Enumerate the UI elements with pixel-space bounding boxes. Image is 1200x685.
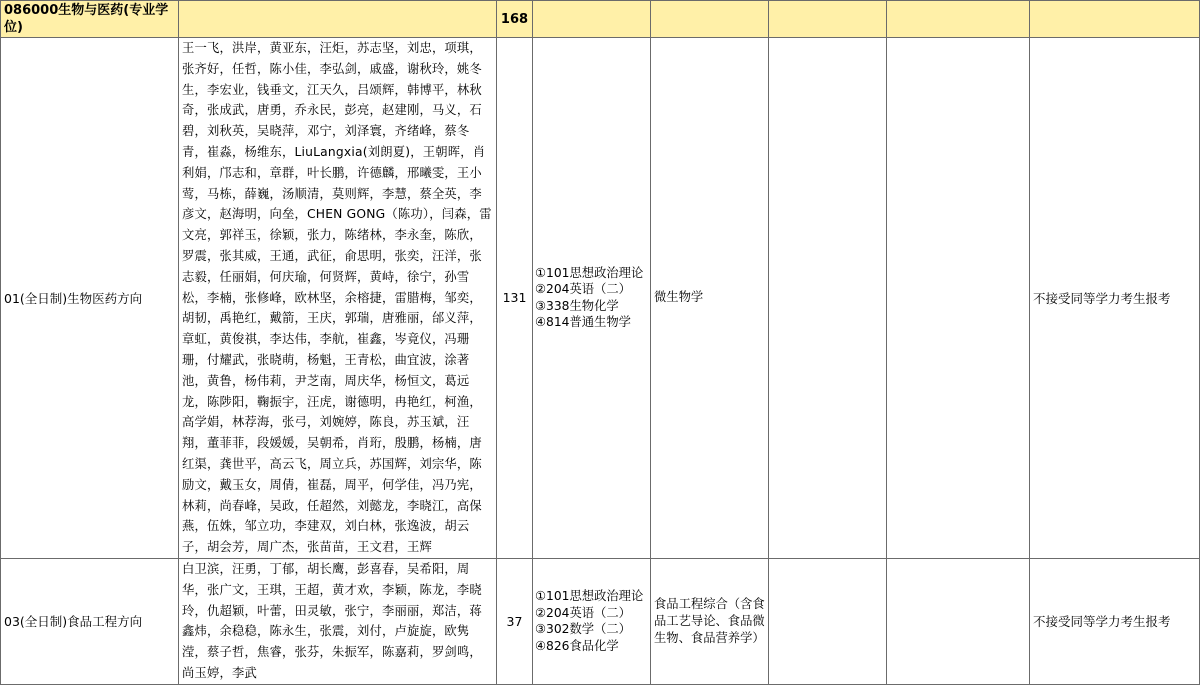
header-empty-cell — [533, 1, 651, 38]
retest-subject-cell: 食品工程综合（含食品工艺导论、食品微生物、食品营养学） — [651, 558, 769, 684]
table-row — [1, 558, 1200, 684]
exam-subject: ③338生物化学 — [535, 298, 619, 313]
remark-cell: 不接受同等学力考生报考 — [1030, 558, 1200, 684]
header-empty-cell — [887, 1, 1030, 38]
exam-subject: ②204英语（二） — [535, 282, 631, 297]
retest-subject-cell: 微生物学 — [651, 38, 769, 559]
blank-cell — [887, 558, 1030, 684]
exam-subject: ①101思想政治理论 — [535, 589, 644, 604]
major-header-row — [1, 1, 1200, 38]
direction-cell: 03(全日制)食品工程方向 — [1, 558, 179, 684]
major-name: 086000生物与医药(专业学位) — [1, 1, 179, 38]
exam-subject: ④826食品化学 — [535, 638, 619, 653]
direction-cell: 01(全日制)生物医药方向 — [1, 38, 179, 559]
exam-subject: ①101思想政治理论 — [535, 265, 644, 280]
remark-cell: 不接受同等学力考生报考 — [1030, 38, 1200, 559]
quota-cell: 37 — [497, 558, 533, 684]
exam-subject: ③302数学（二） — [535, 622, 631, 637]
exam-subjects-cell — [533, 38, 651, 559]
major-total-count: 168 — [497, 1, 533, 38]
supervisors-cell: 白卫滨，汪勇，丁郁，胡长鹰，彭喜春，吴希阳，周华，张广文，王琪，王超，黄才欢，李颖，陈龙，李晓玲，仇超颖，叶蕾，田灵敏，张宁，李丽丽，郑洁，蒋鑫炜，余稳稳，陈永生，张震，刘付，卢旋旋，欧隽滢，蔡子哲，焦睿，张芬，朱振军，陈嘉莉，罗剑鸣，尚玉婷，李武 — [179, 558, 497, 684]
header-empty-cell — [651, 1, 769, 38]
header-empty-cell — [179, 1, 497, 38]
extra-cell — [769, 558, 887, 684]
exam-subject: ②204英语（二） — [535, 605, 631, 620]
quota-cell: 131 — [497, 38, 533, 559]
exam-subject: ④814普通生物学 — [535, 315, 631, 330]
blank-cell — [887, 38, 1030, 559]
supervisors-cell: 王一飞，洪岸，黄亚东，汪炬，苏志坚，刘忠，项琪，张齐好，任哲，陈小佳，李弘剑，戚盛，谢秋玲，姚冬生，李宏业，钱垂文，江天久，吕颂辉，韩博平，林秋奇，张成武，唐勇，乔永民，彭亮，赵建刚，马义，石碧，刘秋英，吴晓萍，邓宁，刘泽寰，齐绪峰，蔡冬青，崔淼，杨维东，LiuLangxia(刘朗夏)，王朝晖，肖利娟，邝志和，章群，叶长鹏，许德麟，邢曦雯，王小莺，马栋，薛巍，汤顺清，莫则辉，李慧，蔡全英，李彦文，赵海明，向垒，CHEN GONG（陈功），闫森，雷文亮，郭祥玉，徐颖，张力，陈绪林，李永奎，陈欣，罗震，张其威，王通，武征，俞思明，张奕，汪洋，张志毅，任丽娟，何庆瑜，何贤辉，黄峙，徐宁，孙雪松，李楠，张修峰，欧林坚，余榕捷，雷腊梅，邹奕，胡韧，禹艳红，戴箭，王庆，郭瑞，唐雅丽，邰义萍，章虹，黄俊祺，李达伟，李航，崔鑫，岑竟仪，冯珊珊，付耀武，张晓萌，杨魁，王青松，曲宜波，涂著池，黄鲁，杨伟莉，尹芝南，周庆华，杨恒文，葛远龙，陈陟阳，鞠振宇，汪虎，谢德明，冉艳红，柯渔，高学娟，林荐海，张弓，刘婉婷，陈良，苏玉斌，汪翔，董菲菲，段媛媛，吴朝希，肖珩，殷鹏，杨楠，唐红渠，龚世平，高云飞，周立兵，苏国辉，刘宗华，陈励文，戴玉女，周倩，崔磊，周平，何学佳，冯乃宪，林莉，尚春峰，吴政，任超然，刘懿龙，李晓江，高保燕，伍姝，邹立功，李建双，刘白林，张逸波，胡云子，胡会芳，周广杰，张苗苗，王文君，王辉 — [179, 38, 497, 559]
extra-cell — [769, 38, 887, 559]
table-row — [1, 38, 1200, 559]
header-empty-cell — [1030, 1, 1200, 38]
header-empty-cell — [769, 1, 887, 38]
exam-subjects-cell — [533, 558, 651, 684]
